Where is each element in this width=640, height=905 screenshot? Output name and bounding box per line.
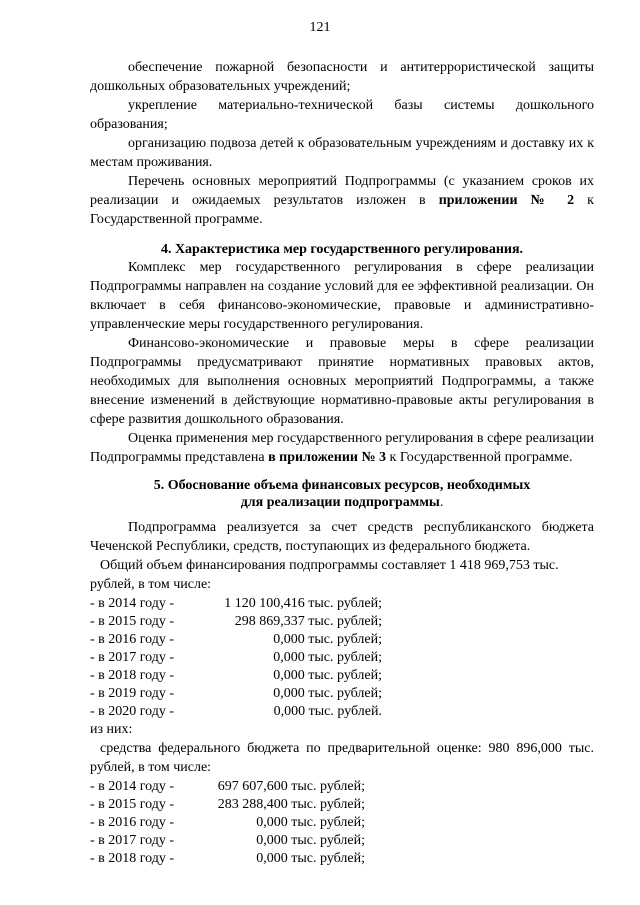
list-item bbox=[90, 612, 594, 630]
year-label: - в 2020 году - bbox=[90, 704, 175, 719]
section4-p3-before: Оценка применения мер государственного регулирования в сфере реализации Подпрограммы представлена bbox=[90, 431, 594, 465]
amount-value: 697 607,600 тыс. рублей; bbox=[217, 779, 365, 794]
section4-appendix-ref: в приложении № 3 bbox=[268, 450, 387, 465]
amount-value: 0,000 тыс. рублей; bbox=[256, 851, 365, 866]
section5-heading-line1: 5. Обоснование объема финансовых ресурсов, необходимых bbox=[153, 478, 531, 493]
amount-value: 0,000 тыс. рублей; bbox=[273, 668, 382, 683]
federal-by-year-list bbox=[90, 777, 594, 867]
paragraph-material-base: укрепление материально-технической базы системы дошкольного образования; bbox=[90, 98, 594, 132]
year-label: - в 2019 году - bbox=[90, 686, 175, 701]
measures-appendix-ref: приложении № 2 bbox=[438, 193, 575, 208]
year-label: - в 2015 году - bbox=[90, 797, 175, 812]
list-item bbox=[90, 666, 594, 684]
section5-heading-end: . bbox=[439, 495, 444, 510]
amount-value: 0,000 тыс. рублей; bbox=[273, 632, 382, 647]
year-label: - в 2014 году - bbox=[90, 596, 175, 611]
list-item bbox=[90, 684, 594, 702]
amount-value: 0,000 тыс. рублей; bbox=[256, 833, 365, 848]
list-item bbox=[90, 594, 594, 612]
paragraph-transport: организацию подвоза детей к образовательным учреждениям и доставку их к местам проживания. bbox=[90, 136, 594, 170]
section5-paragraph-1: Подпрограмма реализуется за счет средств республиканского бюджета Чеченской Республики, средств, поступающих из федерального бюджета. bbox=[90, 520, 594, 554]
document-body bbox=[90, 58, 594, 867]
amount-value: 0,000 тыс. рублей; bbox=[273, 650, 382, 665]
page-number: 121 bbox=[309, 20, 331, 35]
federal-budget: средства федерального бюджета по предварительной оценке: 980 896,000 тыс. рублей, в том числе: bbox=[90, 741, 594, 775]
list-item bbox=[90, 702, 594, 720]
amount-value: 0,000 тыс. рублей; bbox=[256, 815, 365, 830]
section5-heading-line2: для реализации подпрограммы bbox=[240, 495, 440, 510]
year-label: - в 2017 году - bbox=[90, 833, 175, 848]
paragraph-fire-safety: обеспечение пожарной безопасности и антитеррористической защиты дошкольных образовательных учреждений; bbox=[90, 60, 594, 94]
list-item bbox=[90, 648, 594, 666]
year-label: - в 2018 году - bbox=[90, 851, 175, 866]
list-item bbox=[90, 849, 594, 867]
measures-text-after: к Государственной программе. bbox=[90, 193, 594, 227]
amount-value: 0,000 тыс. рублей. bbox=[273, 704, 382, 719]
list-item bbox=[90, 813, 594, 831]
amount-value: 283 288,400 тыс. рублей; bbox=[217, 797, 365, 812]
section4-paragraph-3 bbox=[90, 429, 594, 467]
of-them-label: из них: bbox=[90, 722, 133, 737]
year-label: - в 2014 году - bbox=[90, 779, 175, 794]
section4-heading: 4. Характеристика мер государственного регулирования. bbox=[160, 242, 524, 257]
section5-heading bbox=[90, 477, 594, 511]
amount-value: 0,000 тыс. рублей; bbox=[273, 686, 382, 701]
total-financing: Общий объем финансирования подпрограммы составляет 1 418 969,753 тыс. рублей, в том числе: bbox=[90, 558, 559, 592]
paragraph-measures-list bbox=[90, 172, 594, 229]
list-item bbox=[90, 630, 594, 648]
section4-paragraph-2: Финансово-экономические и правовые меры в сфере реализации Подпрограммы предусматривают принятие нормативных правовых актов, необходимых для выполнения основных мероприятий Подпрограммы, а также внесение изменений в действующие нормативно-правовые акты регулирования в сфере развития дошкольного образования. bbox=[90, 336, 594, 427]
year-label: - в 2018 году - bbox=[90, 668, 175, 683]
year-label: - в 2017 году - bbox=[90, 650, 175, 665]
year-label: - в 2015 году - bbox=[90, 614, 175, 629]
section4-paragraph-1: Комплекс мер государственного регулирования в сфере реализации Подпрограммы направлен на создание условий для ее эффективной реализации. Он включает в себя финансово-экономические, правовые и административно-управленческие меры государственного регулирования. bbox=[90, 260, 594, 332]
year-label: - в 2016 году - bbox=[90, 632, 175, 647]
list-item bbox=[90, 831, 594, 849]
amount-value: 298 869,337 тыс. рублей; bbox=[234, 614, 382, 629]
total-by-year-list bbox=[90, 594, 594, 720]
list-item bbox=[90, 795, 594, 813]
amount-value: 1 120 100,416 тыс. рублей; bbox=[224, 596, 382, 611]
section4-p3-after: к Государственной программе. bbox=[386, 450, 573, 465]
measures-text-before: Перечень основных мероприятий Подпрограммы (с указанием сроков их реализации и ожидаемых результатов изложен в bbox=[90, 174, 594, 208]
year-label: - в 2016 году - bbox=[90, 815, 175, 830]
list-item bbox=[90, 777, 594, 795]
